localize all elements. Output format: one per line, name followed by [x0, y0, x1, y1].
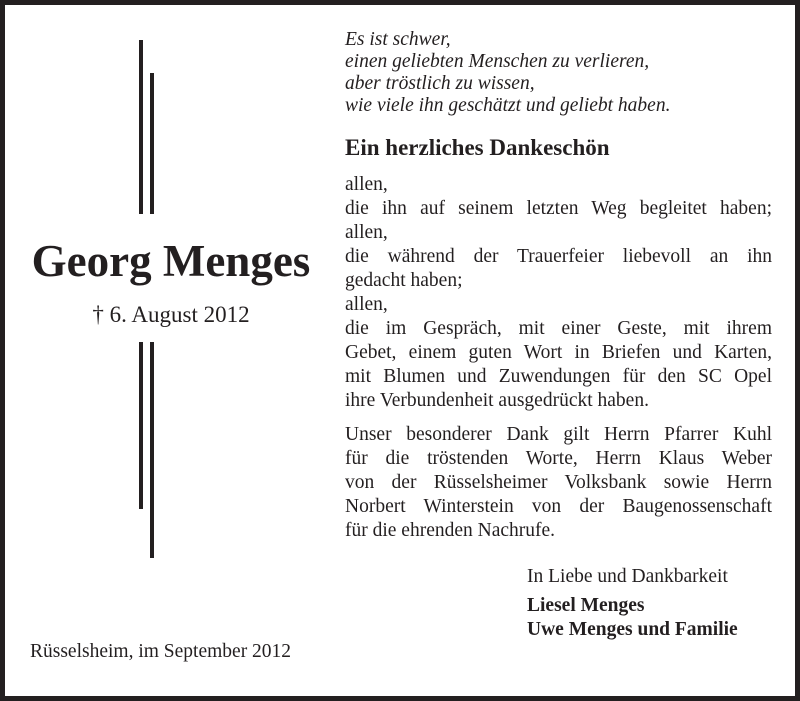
text-line: die ihn auf seinem letzten Weg begleitet haben; — [345, 198, 772, 219]
closing-phrase: In Liebe und Dankbarkeit — [527, 566, 728, 587]
text-line: allen, — [345, 174, 388, 195]
decorative-line — [139, 342, 143, 509]
place-and-date: Rüsselsheim, im September 2012 — [30, 641, 292, 662]
signature-line: Uwe Menges und Familie — [527, 619, 738, 640]
poem-line: Es ist schwer, — [345, 29, 451, 50]
death-date: † 6. August 2012 — [92, 302, 250, 327]
poem-line: einen geliebten Menschen zu verlieren, — [345, 51, 650, 72]
text-line: allen, — [345, 294, 388, 315]
signature-line: Liesel Menges — [527, 595, 645, 616]
text-line: allen, — [345, 222, 388, 243]
decorative-line — [139, 40, 143, 214]
text-line: die während der Trauerfeier liebevoll an ihn — [345, 246, 772, 267]
thanks-text — [345, 173, 772, 543]
text-line: mit Blumen und Zuwendungen für den SC Opel — [345, 366, 772, 387]
text-line: gedacht haben; — [345, 270, 463, 291]
poem-line: aber tröstlich zu wissen, — [345, 73, 535, 94]
text-line: ihre Verbundenheit ausgedrückt haben. — [345, 390, 649, 411]
deceased-name: Georg Menges — [31, 236, 311, 286]
text-line: für die ehrenden Nachrufe. — [345, 520, 556, 541]
decorative-line — [150, 342, 154, 558]
text-line: die im Gespräch, mit einer Geste, mit ihrem — [345, 318, 772, 339]
text-line: Unser besonderer Dank gilt Herrn Pfarrer Kuhl — [345, 424, 772, 445]
decorative-line — [150, 73, 154, 214]
poem — [345, 29, 670, 117]
text-line: Gebet, einem guten Wort in Briefen und Karten, — [345, 342, 772, 363]
thanks-heading: Ein herzliches Dankeschön — [345, 135, 610, 160]
poem-line: wie viele ihn geschätzt und geliebt haben. — [345, 95, 671, 116]
text-line: von der Rüsselsheimer Volksbank sowie Herrn — [345, 472, 772, 493]
signatures — [527, 594, 738, 642]
text-line: Norbert Winterstein von der Baugenossenschaft — [345, 496, 772, 517]
text-line: für die tröstenden Worte, Herrn Klaus Weber — [345, 448, 772, 469]
